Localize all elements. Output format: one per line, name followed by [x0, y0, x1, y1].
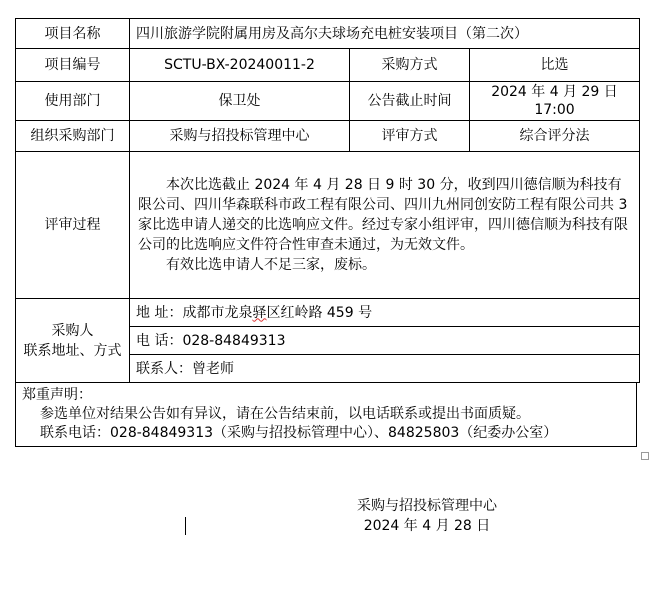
process-paragraph-1: 本次比选截止 2024 年 4 月 28 日 9 时 30 分，收到四川德信顺为科技有限公司、四川华森联科市政工程有限公司、四川九州同创安防工程有限公司共 3 家比选申请人递交的比选响应文件。经过专家小组评审，四川德信顺为科技有限公司的比选响应文件符合性审查未通过，为无效文件。 [138, 177, 628, 253]
proc-method-value: 比选 [470, 49, 640, 82]
org-label: 组织采购部门 [16, 121, 130, 152]
row-process [16, 152, 640, 299]
table-resize-handle[interactable] [641, 452, 649, 460]
declaration-title: 郑重声明： [22, 387, 92, 403]
address-cell [130, 299, 640, 327]
process-content [130, 152, 640, 299]
phone-label: 电 话： [136, 332, 183, 349]
declaration-line-2: 联系电话：028-84849313（采购与招投标管理中心）、84825803（纪委办公室） [40, 425, 558, 441]
row-address [16, 299, 640, 327]
contact-label: 联系人： [136, 360, 192, 377]
signature-block [342, 496, 512, 536]
dept-label: 使用部门 [16, 82, 130, 121]
project-no-value: SCTU-BX-20240011-2 [130, 49, 350, 82]
contact-cell [130, 355, 640, 383]
project-no-label: 项目编号 [16, 49, 130, 82]
signature-date: 2024 年 4 月 28 日 [363, 518, 491, 534]
phone-cell [130, 327, 640, 355]
address-spellcheck-mark: 驿 [252, 304, 267, 321]
address-label: 地 址： [136, 304, 183, 321]
org-value: 采购与招投标管理中心 [130, 121, 350, 152]
announcement-document [15, 18, 639, 447]
project-name-label: 项目名称 [16, 19, 130, 49]
row-dept [16, 82, 640, 121]
deadline-value [470, 82, 640, 121]
deadline-label: 公告截止时间 [350, 82, 470, 121]
contact-value: 曾老师 [192, 360, 234, 377]
buyer-contact-label: 采购人 联系地址、方式 [16, 299, 130, 383]
process-label: 评审过程 [16, 152, 130, 299]
text-cursor [185, 517, 186, 535]
proc-method-label: 采购方式 [350, 49, 470, 82]
procurement-result-table [15, 18, 640, 383]
declaration-box [15, 383, 637, 447]
row-org [16, 121, 640, 152]
deadline-date: 2024 年 4 月 29 日 [491, 84, 618, 100]
review-method-label: 评审方式 [350, 121, 470, 152]
review-method-value: 综合评分法 [470, 121, 640, 152]
address-value-post: 区红岭路 459 号 [266, 304, 373, 321]
signature-org: 采购与招投标管理中心 [357, 498, 497, 514]
address-value-pre: 成都市龙泉 [182, 304, 253, 321]
dept-value: 保卫处 [130, 82, 350, 121]
phone-value: 028-84849313 [182, 332, 286, 349]
row-project-no [16, 49, 640, 82]
process-paragraph-2: 有效比选申请人不足三家，废标。 [166, 257, 376, 273]
row-project-name [16, 19, 640, 49]
project-name-value: 四川旅游学院附属用房及高尔夫球场充电桩安装项目（第二次） [130, 19, 640, 49]
deadline-time: 17:00 [534, 102, 575, 118]
declaration-line-1: 参选单位对结果公告如有异议，请在公告结束前，以电话联系或提出书面质疑。 [40, 406, 530, 422]
